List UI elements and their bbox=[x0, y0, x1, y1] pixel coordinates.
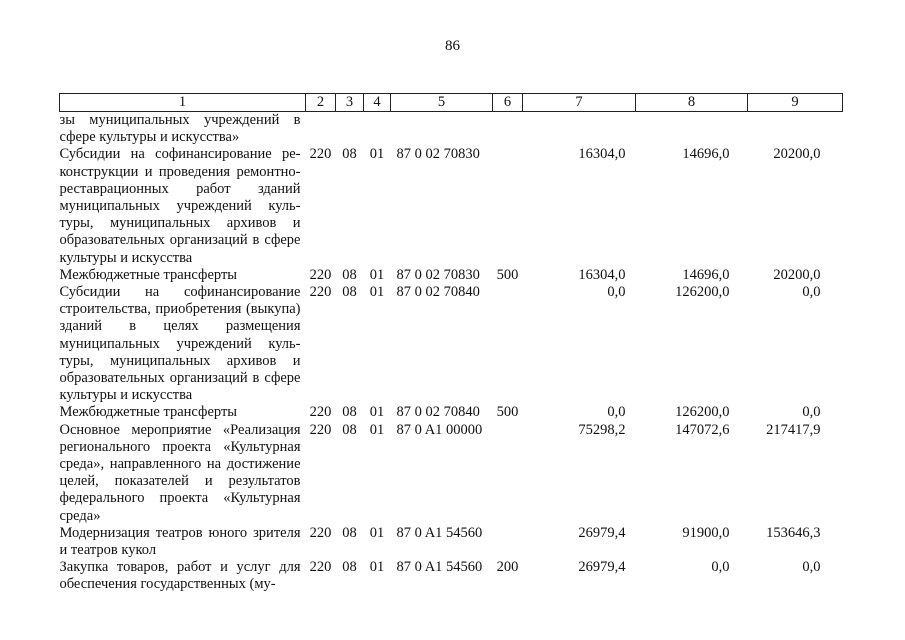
cell-col-6 bbox=[493, 422, 523, 525]
header-col-9: 9 bbox=[748, 94, 843, 112]
cell-col-6: 500 bbox=[496, 404, 519, 421]
cell-col-4: 01 bbox=[369, 404, 385, 421]
cell-col-2 bbox=[306, 112, 336, 147]
header-col-5: 5 bbox=[391, 94, 493, 112]
table-body bbox=[60, 112, 843, 594]
cell-col-7 bbox=[523, 112, 636, 147]
cell-col-5: 87 0 A1 54560 bbox=[396, 524, 483, 541]
cell-col-6 bbox=[493, 112, 523, 147]
cell-col-8: 14696,0 bbox=[682, 146, 730, 163]
row-name: Модернизация театров юного зрителя и театров кукол bbox=[59, 524, 301, 559]
cell-col-4: 01 bbox=[369, 266, 385, 283]
table-header bbox=[60, 94, 843, 112]
cell-col-2: 220 bbox=[309, 559, 332, 576]
header-col-6: 6 bbox=[493, 94, 523, 112]
cell-col-8: 91900,0 bbox=[682, 524, 730, 541]
cell-col-7: 16304,0 bbox=[578, 266, 626, 283]
table-row bbox=[60, 267, 843, 284]
cell-col-9: 0,0 bbox=[802, 284, 821, 301]
cell-col-4: 01 bbox=[369, 524, 385, 541]
cell-col-5 bbox=[391, 112, 493, 147]
table-row bbox=[60, 422, 843, 525]
cell-col-8: 147072,6 bbox=[675, 421, 730, 438]
cell-col-9: 0,0 bbox=[802, 559, 821, 576]
header-col-2: 2 bbox=[306, 94, 336, 112]
cell-col-8: 0,0 bbox=[711, 559, 730, 576]
cell-col-3: 08 bbox=[342, 266, 357, 283]
table-row bbox=[60, 404, 843, 421]
table-row bbox=[60, 525, 843, 559]
cell-col-4: 01 bbox=[369, 284, 385, 301]
cell-col-7: 26979,4 bbox=[578, 524, 626, 541]
cell-col-7: 75298,2 bbox=[578, 421, 626, 438]
cell-col-3 bbox=[336, 112, 364, 147]
cell-col-3: 08 bbox=[342, 559, 357, 576]
header-col-8: 8 bbox=[636, 94, 748, 112]
header-col-3: 3 bbox=[336, 94, 364, 112]
cell-col-3: 08 bbox=[342, 421, 357, 438]
cell-col-4: 01 bbox=[369, 421, 385, 438]
cell-col-3: 08 bbox=[342, 404, 357, 421]
cell-col-3: 08 bbox=[342, 524, 357, 541]
row-name: Межбюджетные трансферты bbox=[59, 266, 238, 283]
cell-col-7: 0,0 bbox=[607, 284, 626, 301]
cell-col-9: 0,0 bbox=[802, 404, 821, 421]
cell-col-2: 220 bbox=[309, 266, 332, 283]
row-name: зы муниципальных учреждений в сфере культуры и искусства» bbox=[59, 112, 301, 146]
row-name: Закупка товаров, работ и услуг для обеспечения государственных (му- bbox=[59, 559, 301, 593]
cell-col-2: 220 bbox=[309, 146, 332, 163]
cell-col-9: 20200,0 bbox=[773, 146, 821, 163]
cell-col-3: 08 bbox=[342, 284, 357, 301]
table-row bbox=[60, 112, 843, 147]
page-number: 86 bbox=[445, 38, 460, 54]
cell-col-5: 87 0 02 70830 bbox=[396, 266, 480, 283]
table-row bbox=[60, 146, 843, 266]
cell-col-6: 500 bbox=[496, 266, 519, 283]
cell-col-8 bbox=[636, 112, 748, 147]
cell-col-4: 01 bbox=[369, 146, 385, 163]
row-name: Субсидии на софинансирование строительства, приобретения (выкупа) зданий в целях размещения муниципальных учреждений культуры, муниципальных архивов и образовательных организаций в сфере культуры и искусства bbox=[59, 284, 301, 404]
cell-col-8: 126200,0 bbox=[675, 284, 730, 301]
row-name: Основное мероприятие «Реализация регионального проекта «Культурная среда», направленного на достижение целей, показателей и результатов федерального проекта «Культурная среда» bbox=[59, 421, 301, 524]
cell-col-9: 217417,9 bbox=[766, 421, 821, 438]
cell-col-7: 26979,4 bbox=[578, 559, 626, 576]
cell-col-2: 220 bbox=[309, 421, 332, 438]
cell-col-3: 08 bbox=[342, 146, 357, 163]
cell-col-4 bbox=[364, 112, 391, 147]
cell-col-8: 14696,0 bbox=[682, 266, 730, 283]
cell-col-5: 87 0 A1 00000 bbox=[396, 421, 483, 438]
header-col-4: 4 bbox=[364, 94, 391, 112]
cell-col-6 bbox=[493, 525, 523, 559]
cell-col-2: 220 bbox=[309, 524, 332, 541]
cell-col-5: 87 0 A1 54560 bbox=[396, 559, 483, 576]
row-name: Субсидии на софинансирование реконструкции и проведения ремонтно-реставрационных работ зданий муниципальных учреждений культуры, муниципальных архивов и образовательных организаций в сфере культуры и искусства bbox=[59, 146, 301, 266]
cell-col-7: 16304,0 bbox=[578, 146, 626, 163]
cell-col-7: 0,0 bbox=[607, 404, 626, 421]
cell-col-2: 220 bbox=[309, 404, 332, 421]
cell-col-9 bbox=[748, 112, 843, 147]
table-row bbox=[60, 284, 843, 404]
cell-col-5: 87 0 02 70830 bbox=[396, 146, 480, 163]
header-col-7: 7 bbox=[523, 94, 636, 112]
cell-col-6 bbox=[493, 284, 523, 404]
budget-table bbox=[59, 93, 843, 594]
row-name: Межбюджетные трансферты bbox=[59, 404, 238, 421]
cell-col-5: 87 0 02 70840 bbox=[396, 404, 480, 421]
cell-col-5: 87 0 02 70840 bbox=[396, 284, 480, 301]
cell-col-2: 220 bbox=[309, 284, 332, 301]
cell-col-9: 153646,3 bbox=[766, 524, 821, 541]
cell-col-9: 20200,0 bbox=[773, 266, 821, 283]
cell-col-4: 01 bbox=[369, 559, 385, 576]
table-row bbox=[60, 559, 843, 593]
cell-col-6: 200 bbox=[496, 559, 519, 576]
cell-col-6 bbox=[493, 146, 523, 266]
cell-col-8: 126200,0 bbox=[675, 404, 730, 421]
header-col-1: 1 bbox=[60, 94, 306, 112]
